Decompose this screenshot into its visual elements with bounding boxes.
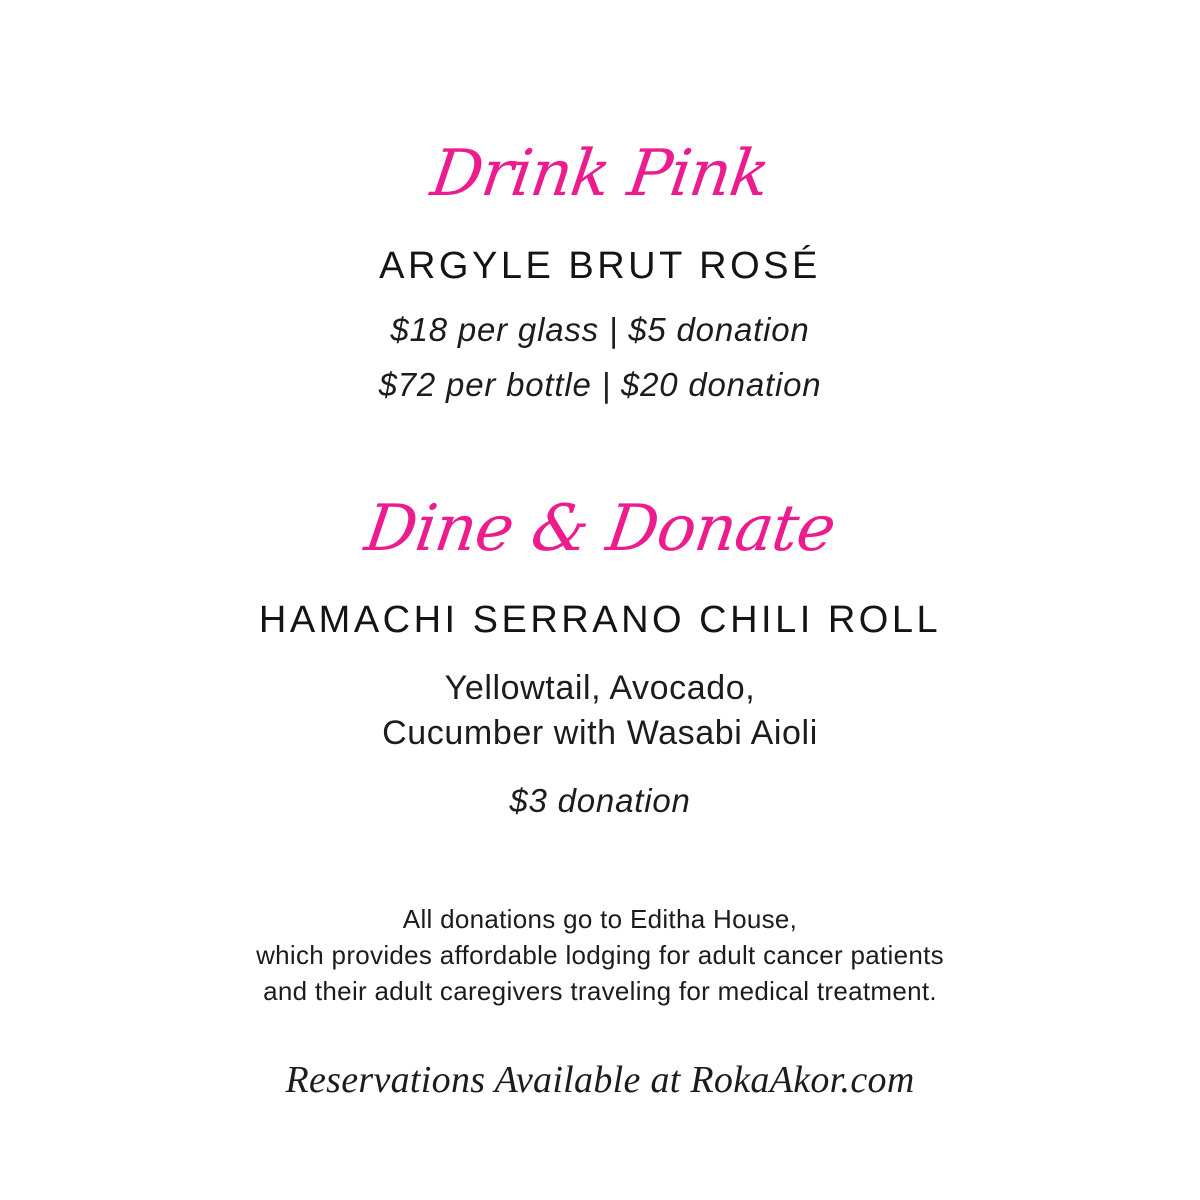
dish-description-line-2: Cucumber with Wasabi Aioli [382,714,818,752]
dish-donation: $3 donation [509,782,691,819]
drink-name-heading: ARGYLE BRUT ROSÉ [379,245,821,287]
drink-section-script-title: Drink Pink [426,137,774,211]
reservations-link[interactable]: Reservations Available at RokaAkor.com [285,1059,915,1101]
dine-section-script-title: Dine & Donate [360,492,840,566]
donation-note-line-2: which provides affordable lodging for adult cancer patients [256,940,944,970]
drink-price-glass: $18 per glass | $5 donation [390,311,810,348]
donation-note-line-1: All donations go to Editha House, [402,904,798,934]
drink-price-bottle: $72 per bottle | $20 donation [378,366,822,403]
donation-note-line-3: and their adult caregivers traveling for medical treatment. [263,976,937,1006]
dish-description-line-1: Yellowtail, Avocado, [444,669,756,707]
dish-name-heading: HAMACHI SERRANO CHILI ROLL [258,599,942,641]
